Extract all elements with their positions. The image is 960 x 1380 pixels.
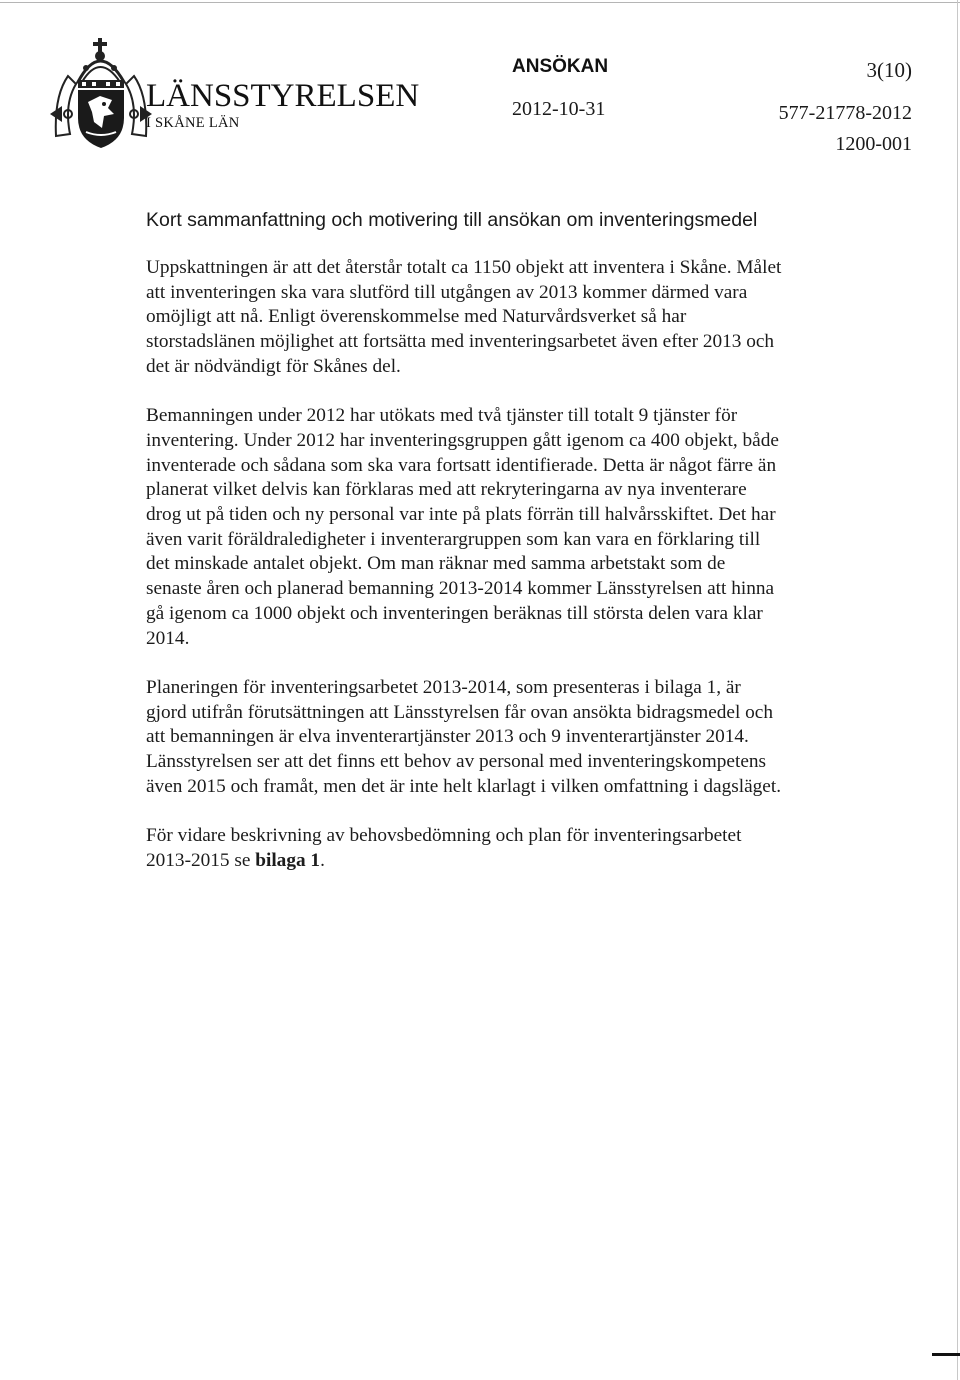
reference-numbers [779,98,912,160]
paragraph-4 [146,824,810,873]
text-line: storstadslänen möjlighet att fortsätta med inventeringsarbetet även efter 2013 och [146,331,775,353]
page-number: 3(10) [866,58,912,82]
text-line: För vidare beskrivning av behovsbedömning och plan för inventeringsarbetet [146,825,742,847]
text-line: inventerade och sådana som ska vara fortsatt identifierade. Detta är något färre än [146,454,777,476]
organization-name: LÄNSSTYRELSEN [146,78,420,114]
text-line: det är nödvändigt för Skånes del. [146,355,401,377]
text-line: senaste åren och planerad bemanning 2013-2014 kommer Länsstyrelsen att hinna [146,578,775,600]
text-line: Uppskattningen är att det återstår totalt ca 1150 objekt att inventera i Skåne. Målet [146,257,782,278]
text-line [146,849,810,874]
scan-edge-right [957,0,958,1380]
organization-brand [146,80,419,131]
text-line: även varit föräldraledigheter i inventerargruppen som kan vara en förklaring till [146,528,761,550]
text-line: Bemanningen under 2012 har utökats med två tjänster till totalt 9 tjänster för [146,405,738,427]
text-line: Länsstyrelsen ser att det finns ett behov av personal med inventeringskompetens [146,751,767,773]
paragraph-2 [146,404,810,651]
scan-edge-top [0,2,960,3]
text-line: även 2015 och framåt, men det är inte helt klarlagt i vilken omfattning i dagsläget. [146,775,782,797]
bilaga-reference: bilaga 1 [255,849,321,871]
body-text [146,256,810,898]
text-line: 2014. [146,627,190,649]
text-line: att bemanningen är elva inventerartjänster 2013 och 9 inventerartjänster 2014. [146,726,749,748]
text-line: omöjligt att nå. Enligt överenskommelse med Naturvårdsverket så har [146,306,687,328]
text-line: att inventeringen ska vara slutförd till utgången av 2013 kommer därmed vara [146,281,748,303]
section-heading: Kort sammanfattning och motivering till ansökan om inventeringsmedel [146,209,758,231]
reference-number-code: 1200-001 [835,133,912,155]
skane-coat-of-arms-icon [48,36,154,152]
text-line: inventering. Under 2012 har inventeringsgruppen gått igenom ca 400 objekt, både [146,429,779,451]
text-line: gjord utifrån förutsättningen att Länsstyrelsen får ovan ansökta bidragsmedel och [146,701,773,723]
reference-number-case: 577-21778-2012 [778,102,912,124]
text-segment: 2013-2015 se [146,849,256,871]
organization-subtitle: I SKÅNE LÄN [146,115,240,131]
text-line: drog ut på tiden och ny personal var inte på plats förrän till halvårsskiftet. Det har [146,504,776,526]
text-line: Planeringen för inventeringsarbetet 2013-2014, som presenteras i bilaga 1, är [146,676,741,698]
paragraph-3 [146,676,810,800]
text-line: planerat vilket delvis kan förklaras med att rekryteringarna av nya inventerare [146,479,747,501]
document-type: ANSÖKAN [512,56,609,77]
document-date: 2012-10-31 [512,98,606,120]
text-segment: . [320,849,325,871]
text-line: det minskade antalet objekt. Om man räknar med samma arbetstakt som de [146,553,726,575]
paragraph-1 [146,256,810,380]
scan-corner-mark [932,1353,960,1356]
text-line: gå igenom ca 1000 objekt och inventeringen beräknas till största delen vara klar [146,602,763,624]
